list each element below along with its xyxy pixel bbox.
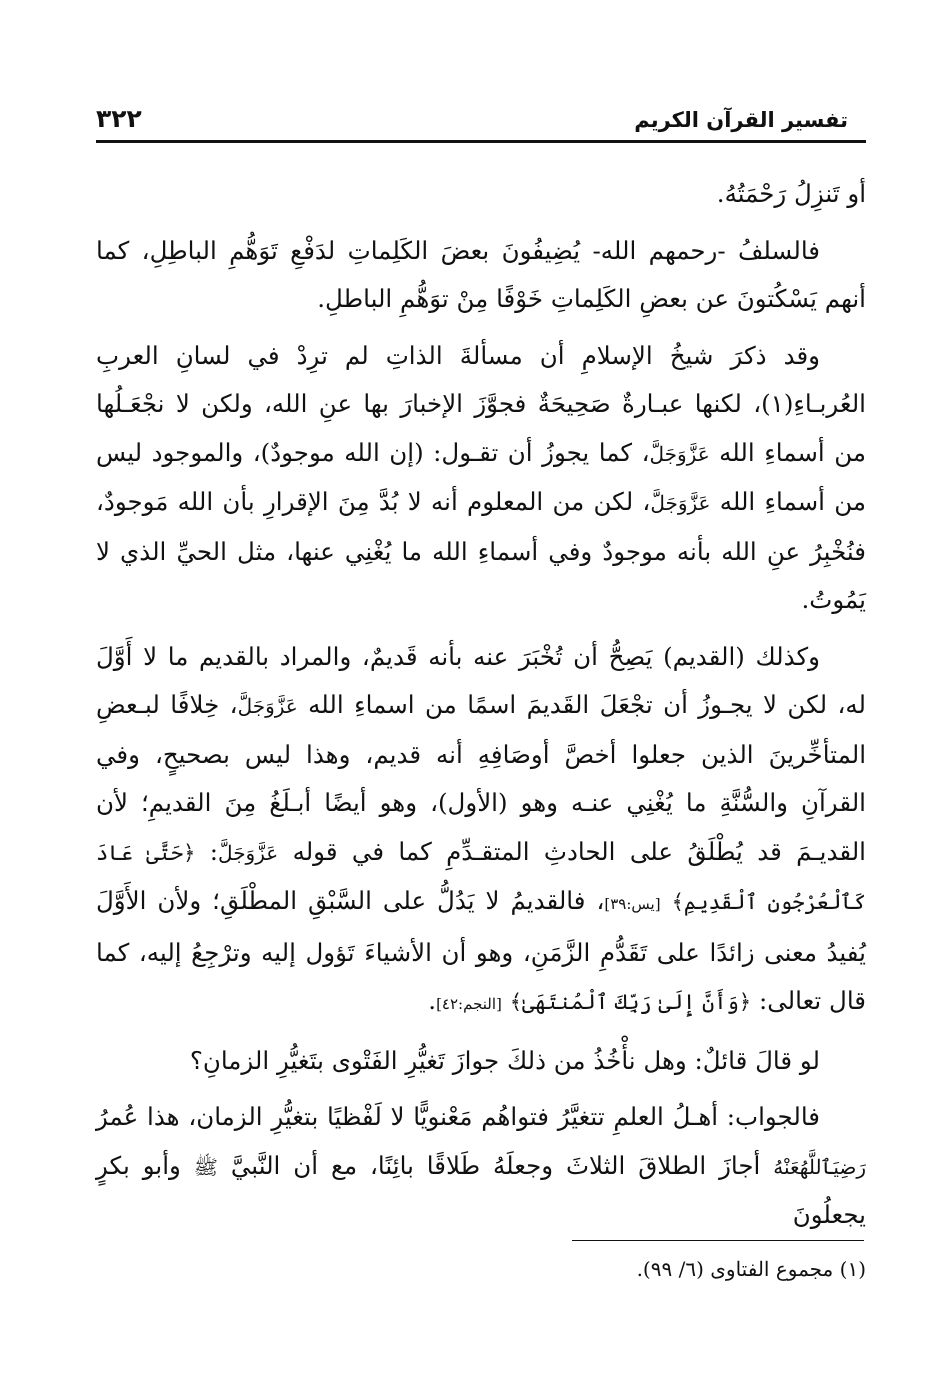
honorific-azza-wa-jall: عَزَّوَجَلَّ xyxy=(218,840,279,865)
footnote xyxy=(96,1252,866,1286)
book-title: تفسير القرآن الكريم xyxy=(634,108,848,132)
footnote-divider xyxy=(572,1240,864,1241)
paragraph-3-text-before: وقد ذكرَ شيخُ الإسلامِ أن مسألةَ الذاتِ لم ترِدْ في لسانِ العربِ العُربـاءِ(١)، لكنها عبـارةٌ صَحِيحَةٌ فجوَّزَ الإخبارَ بها عنِ الله، ولكن لا نجْعَـلُها من أسماءِ الله xyxy=(96,340,866,467)
paragraph-3-text-after: ، لكن من المعلوم أنه لا بُدَّ مِنَ الإقرارِ بأن الله مَوجودٌ، فنُخْبِرُ عنِ الله بأنه موجودٌ وفي أسماءِ الله ما يُغْنِي عنها، مثل الحيِّ الذي لا يَمُوتُ. xyxy=(96,487,866,614)
paragraph-6-answer xyxy=(96,1093,866,1240)
verse-reference: [يس:٣٩] xyxy=(604,895,661,913)
honorific-radiya-allahu-anhu: رَضِيَٱللَّهُعَنْهُ xyxy=(773,1154,866,1179)
paragraph-4 xyxy=(96,633,866,1029)
quran-verse: ﴿وَأَنَّ إِلَىٰ رَبِّكَ ٱلْمُنتَهَىٰ﴾ xyxy=(509,990,752,1014)
paragraph-6-text-2: أجازَ الطلاقَ الثلاثَ وجعلَهُ طَلاقًا بائِنًا، مع أن النَّبيَّ xyxy=(217,1150,774,1180)
quran-verse: ﴿حَتَّىٰ عَادَ كَٱلْعُرْجُونِ ٱلْقَدِيمِ﴾ xyxy=(96,840,866,914)
footnote-text: (١) مجموع الفتاوى (٦/ ٩٩). xyxy=(636,1257,866,1281)
paragraph-4-text-2: ، خِلافًا لبـعضِ المتأخِّرينَ الذين جعلوا أخصَّ أوصَافِهِ أنه قديم، وهذا ليس بصحيحٍ، وفي القرآنِ والسُّنَّةِ ما يُغْنِي عنـه وهو (الأول)، وهو أيضًا أبـلَغُ مِنَ القديمِ؛ لأن القديـمَ قد يُطْلَقُ على الحادثِ المتقـدِّمِ كما في قوله xyxy=(96,690,866,866)
paragraph-2-text: فالسلفُ -رحمهم الله- يُضِيفُونَ بعضَ الكَلِماتِ لدَفْعِ تَوَهُّمِ الباطِلِ، كما أنهم يَسْكُتونَ عن بعضِ الكَلِماتِ خَوْفًا مِنْ توَهُّمِ الباطلِ. xyxy=(96,235,866,313)
honorific-azza-wa-jall: عَزَّوَجَلَّ xyxy=(237,694,298,718)
paragraph-1 xyxy=(96,170,866,219)
paragraph-6-text-1: فالجواب: أهـلُ العلمِ تتغيَّرُ فتواهُم مَعْنويًّا لا لَفْظيًا بتغيُّرِ الزمان، هذا عُمرُ xyxy=(96,1102,820,1131)
paragraph-6-text-3: وأبو بكرٍ يجعلُونَ xyxy=(96,1150,866,1229)
paragraph-3 xyxy=(96,332,866,625)
honorific-azza-wa-jall: عَزَّوَجَلَّ xyxy=(649,441,710,466)
paragraph-5-question xyxy=(96,1037,866,1086)
paragraph-4-text-5: . xyxy=(428,986,437,1015)
honorific-salawat: ﷺ xyxy=(193,1154,218,1179)
honorific-azza-wa-jall: عَزَّوَجَلَّ xyxy=(650,491,711,515)
page-number: ٣٢٢ xyxy=(96,104,142,133)
paragraph-1-text: أو تَنزِلُ رَحْمَتُهُ. xyxy=(716,179,866,208)
paragraph-4-text-4: ، فالقديمُ لا يَدُلُّ على السَّبْقِ المطْلَقِ؛ ولأن الأَوَّلَ يُفيدُ معنى زائدًا على تَقَدُّمِ الزَّمَنِ، وهو أن الأشياءَ تَؤول إليه وترْجِعُ إليه، كما قال تعالى: xyxy=(96,886,866,1015)
paragraph-2 xyxy=(96,227,866,324)
running-header xyxy=(96,104,866,140)
main-text xyxy=(96,170,866,1240)
paragraph-4-text-1: وكذلك (القديم) يَصِحُّ أن تُخْبَرَ عنه بأنه قَديمٌ، والمراد بالقديم ما لا أَوَّلَ له، لكن لا يجـوزُ أن تجْعَلَ القَديمَ اسمًا من اسماءِ الله xyxy=(96,641,866,719)
verse-reference: [النجم:٤٢] xyxy=(436,995,502,1013)
paragraph-4-text-3: : xyxy=(195,836,219,866)
header-divider xyxy=(96,140,866,143)
paragraph-5-text: لو قالَ قائلٌ: وهل نأْخُذُ من ذلكَ جوازَ تَغيُّرِ الفَتْوى بتَغيُّرِ الزمانِ؟ xyxy=(189,1045,820,1075)
paragraph-3-text-middle: ، كما يجوزُ أن تقـول: (إن الله موجودٌ)، والموجود ليس من أسماءِ الله xyxy=(96,437,867,516)
